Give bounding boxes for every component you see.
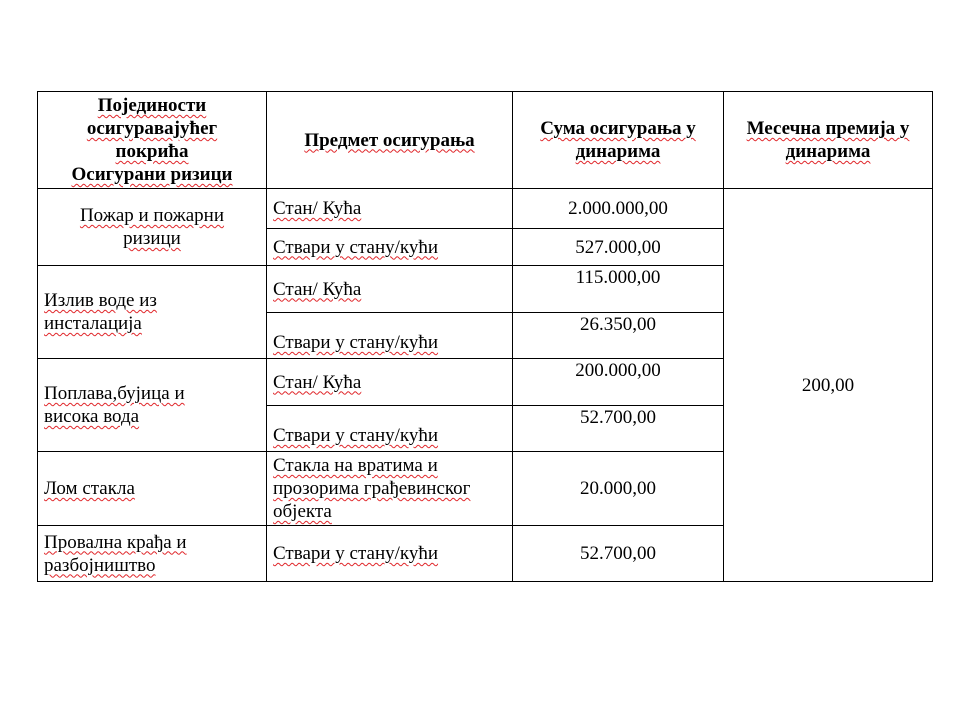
subject-text: Ствари у стану/кући	[273, 236, 439, 258]
header-subject	[267, 92, 513, 189]
risk-line: висока вода	[44, 406, 140, 427]
sum-cell: 527.000,00	[513, 229, 724, 266]
header-line: Појединости	[97, 95, 207, 116]
monthly-premium-cell: 200,00	[724, 189, 933, 582]
subject-cell	[267, 229, 513, 266]
risk-cell	[38, 526, 267, 582]
sum-cell: 2.000.000,00	[513, 189, 724, 229]
risk-line: ризици	[123, 228, 181, 249]
risk-cell	[38, 452, 267, 526]
header-monthly-premium	[724, 92, 933, 189]
subject-cell	[267, 313, 513, 359]
header-risk-details	[38, 92, 267, 189]
risk-line: Излив воде из	[44, 290, 157, 311]
header-line: осигуравајућег	[86, 118, 218, 139]
subject-text: Стан/ Кућа	[273, 371, 362, 393]
header-line: Осигурани ризици	[71, 164, 233, 185]
subject-cell	[267, 406, 513, 452]
header-sum-insured	[513, 92, 724, 189]
sum-cell: 52.700,00	[513, 406, 724, 452]
subject-cell	[267, 266, 513, 313]
risk-line: разбојништво	[44, 554, 156, 576]
subject-text: Ствари у стану/кући	[273, 425, 439, 446]
risk-line: Лом стакла	[44, 478, 135, 499]
subject-line: објекта	[273, 501, 332, 522]
subject-cell	[267, 189, 513, 229]
subject-text: Стан/ Кућа	[273, 198, 362, 219]
subject-line: прозорима грађевинског	[273, 478, 471, 499]
risk-cell	[38, 189, 267, 266]
subject-line: Стакла на вратима и	[273, 455, 438, 476]
header-line: покрића	[115, 141, 189, 162]
risk-line: Провална крађа и	[44, 531, 187, 553]
subject-cell	[267, 452, 513, 526]
risk-cell	[38, 359, 267, 452]
subject-text: Ствари у стану/кући	[273, 543, 439, 564]
subject-text: Стан/ Кућа	[273, 278, 362, 300]
subject-text: Ствари у стану/кући	[273, 332, 439, 353]
header-row	[38, 92, 933, 189]
risk-line: Пожар и пожарни	[79, 205, 225, 226]
risk-line: Поплава,бујица и	[44, 383, 185, 404]
subject-cell	[267, 526, 513, 582]
header-line: Сума осигурања у	[540, 118, 696, 139]
subject-cell	[267, 359, 513, 406]
sum-cell: 200.000,00	[513, 359, 724, 406]
header-line: динарима	[575, 141, 661, 162]
sum-cell: 52.700,00	[513, 526, 724, 582]
header-line: Месечна премија у	[746, 118, 910, 139]
header-line: динарима	[785, 141, 871, 162]
risk-cell	[38, 266, 267, 359]
header-line: Предмет осигурања	[304, 129, 475, 151]
risk-line: инсталација	[44, 313, 142, 334]
sum-cell: 26.350,00	[513, 313, 724, 359]
sum-cell: 115.000,00	[513, 266, 724, 313]
sum-cell: 20.000,00	[513, 452, 724, 526]
table-row	[38, 189, 933, 229]
insurance-table	[37, 91, 933, 582]
